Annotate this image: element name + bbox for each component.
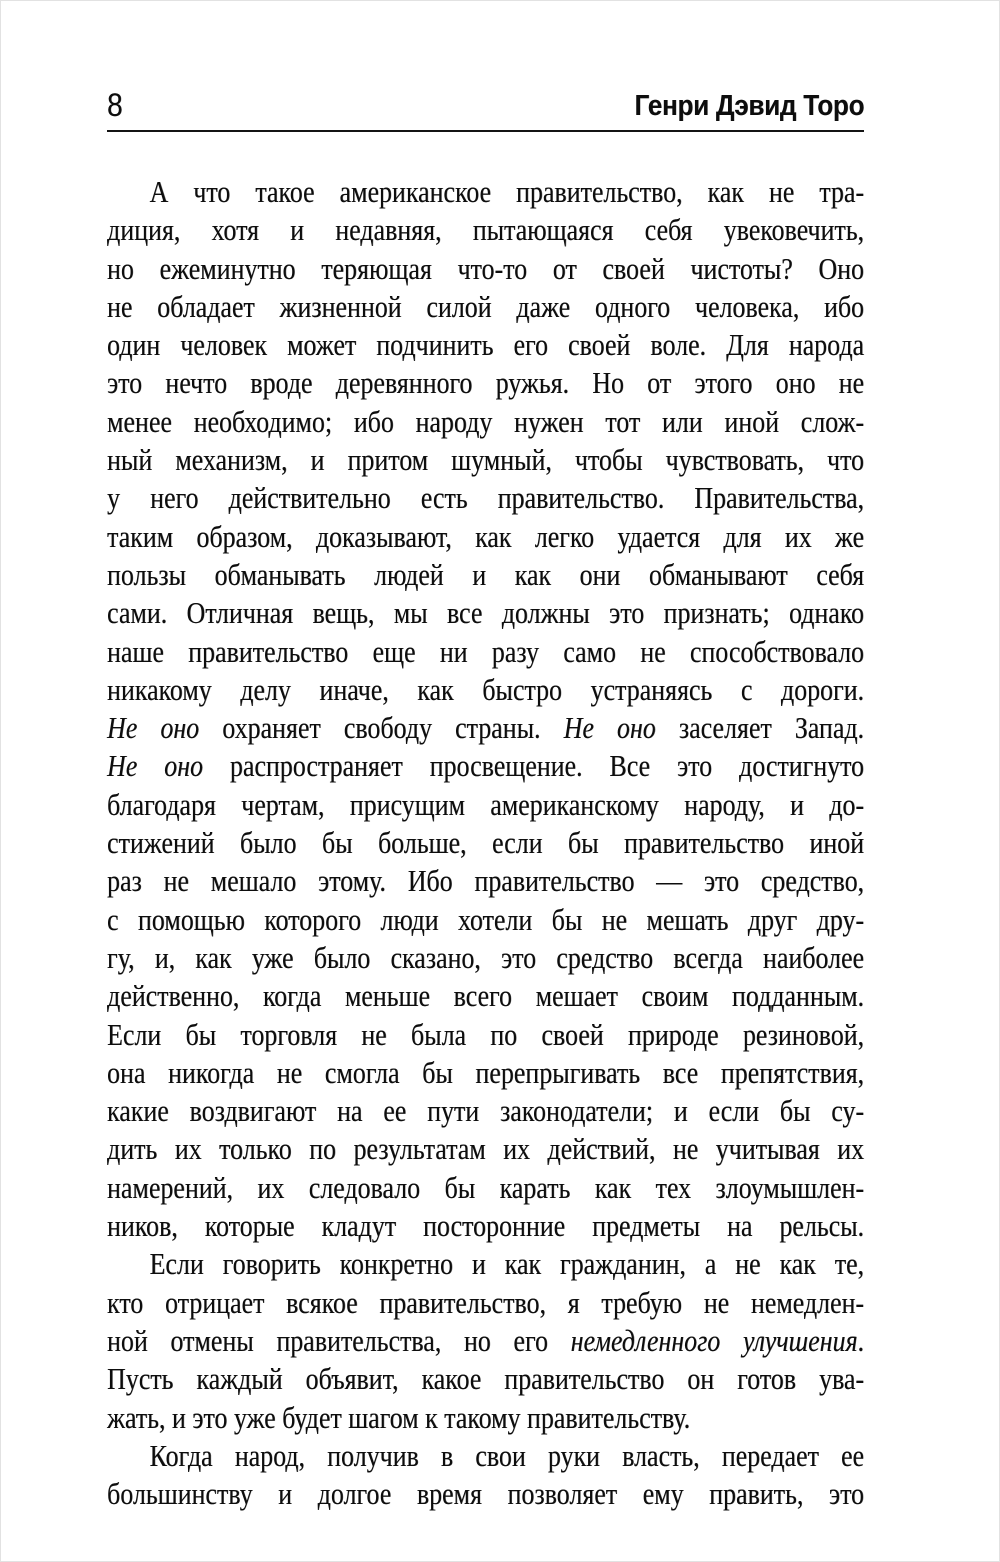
text-line [107,977,864,1015]
text-line [107,1245,864,1283]
page-content [107,89,864,1513]
text-segment: А что такое американское правительство, как не тра- [149,175,865,209]
text-line [107,250,864,288]
text-segment: никакому делу иначе, как быстро устраняясь с дороги. [107,672,865,707]
text-line [107,633,864,671]
text-segment: Когда народ, получив в свои руки власть, передает ее [149,1438,865,1473]
text-segment: это нечто вроде деревянного ружья. Но от этого оно не [107,366,865,401]
text-segment: гу, и, как уже было сказано, это средство всегда наиболее [107,940,865,975]
running-title: Генри Дэвид Торо [634,90,864,122]
text-segment: кто отрицает всякое правительство, я требую не немедлен- [107,1285,865,1320]
text-segment: заселяет Запад. [655,711,865,746]
text-segment: с помощью которого люди хотели бы не мешать друг дру- [107,902,865,937]
text-segment: но ежеминутно теряющая что-то от своей чистоты? Оно [107,251,865,286]
text-segment: сами. Отличная вещь, мы все должны это признать; однако [107,596,865,631]
text-line [107,403,864,441]
text-segment: пользы обманывать людей и как они обманывают себя [107,557,865,592]
text-line [107,1437,864,1475]
text-segment: Если говорить конкретно и как гражданин, а не как те, [149,1247,865,1282]
text-segment: дить их только по результатам их действий, не учитывая их [107,1132,865,1167]
text-line [107,556,864,594]
text-line [107,211,864,249]
page-header [107,89,864,132]
text-segment: менее необходимо; ибо народу нужен тот или иной слож- [107,404,865,439]
text-segment: действенно, когда меньше всего мешает своим подданным. [107,979,865,1014]
text-line [107,288,864,326]
text-line [107,1054,864,1092]
text-segment: наше правительство еще ни разу само не способствовало [107,634,865,669]
text-segment: Если бы торговля не была по своей природе резиновой, [107,1017,865,1052]
text-segment: ников, которые кладут посторонние предметы на рельсы. [107,1209,865,1244]
text-segment: большинству и долгое время позволяет ему править, это [107,1477,865,1512]
text-line [107,173,864,211]
text-segment: охраняет свободу страны. [199,711,564,746]
text-line [107,671,864,709]
text-segment: какие воздвигают на ее пути законодатели; и если бы су- [107,1094,865,1129]
text-line [107,939,864,977]
italic-text-segment: Не оно [107,711,200,746]
text-segment: . [857,1323,865,1358]
text-line [107,1399,864,1437]
text-line [107,1475,864,1513]
text-segment: намерений, их следовало бы карать как тех злоумышлен- [107,1170,865,1205]
text-line [107,518,864,556]
text-line [107,709,864,747]
text-segment: Пусть каждый объявит, какое правительство он готов ува- [107,1362,865,1397]
text-line [107,1360,864,1398]
text-line [107,364,864,402]
italic-text-segment: Не оно [563,711,656,746]
text-line [107,326,864,364]
text-line [107,1207,864,1245]
text-body [107,173,864,1513]
text-segment: у него действительно есть правительство. Правительства, [107,481,865,516]
text-line [107,1130,864,1168]
text-line [107,479,864,517]
text-line [107,824,864,862]
text-segment: жать, и это уже будет шагом к такому правительству. [107,1400,691,1435]
text-segment: не обладает жизненной силой даже одного человека, ибо [107,289,865,324]
text-line [107,747,864,785]
text-line [107,786,864,824]
text-segment: благодаря чертам, присущим американскому народу, и до- [107,787,865,822]
text-segment: стижений было бы больше, если бы правительство иной [107,826,865,861]
text-segment: один человек может подчинить его своей воле. Для народа [107,328,865,363]
text-segment: распространяет просвещение. Все это достигнуто [202,749,865,784]
text-segment: она никогда не смогла бы перепрыгивать все препятствия, [107,1055,865,1090]
text-line [107,1092,864,1130]
text-segment: ной отмены правительства, но его [107,1323,571,1358]
text-line [107,901,864,939]
text-segment: раз не мешало этому. Ибо правительство — это средство, [107,864,865,899]
text-segment: ный механизм, и притом шумный, чтобы чувствовать, что [107,443,865,478]
page-number: 8 [107,87,123,123]
text-segment: таким образом, доказывают, как легко удается для их же [107,519,865,554]
text-line [107,1322,864,1360]
italic-text-segment: Не оно [107,749,203,784]
text-line [107,441,864,479]
italic-text-segment: немедленного улучшения [570,1323,858,1358]
text-line [107,1169,864,1207]
text-line [107,594,864,632]
text-line [107,1016,864,1054]
text-segment: диция, хотя и недавняя, пытающаяся себя увековечить, [107,213,865,248]
text-line [107,1284,864,1322]
text-line [107,862,864,900]
